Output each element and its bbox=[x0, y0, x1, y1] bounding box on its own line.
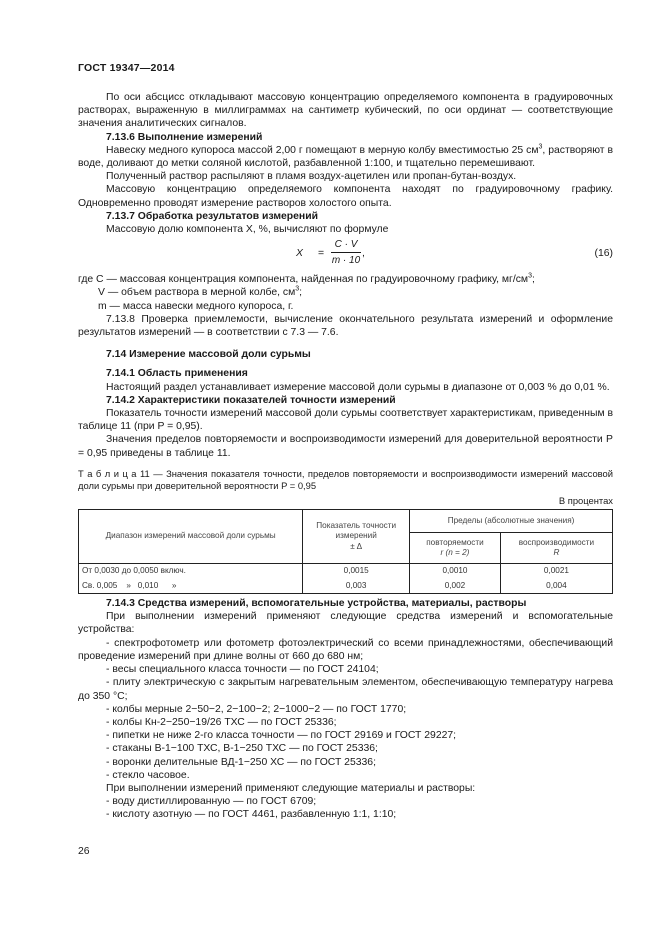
section-heading-7-14: 7.14 Измерение массовой доли сурьмы bbox=[106, 349, 311, 361]
header-range: Диапазон измерений массовой доли сурьмы bbox=[79, 510, 303, 564]
cell-range: От 0,0030 до 0,0050 включ. bbox=[79, 564, 303, 579]
formula-fraction bbox=[331, 238, 361, 267]
section-heading-7-14-2: 7.14.2 Характеристики показателей точности измерений bbox=[106, 394, 396, 406]
header-accuracy-line: Показатель точности bbox=[316, 520, 397, 530]
header-reproducibility-line: R bbox=[553, 548, 560, 558]
list-item: - кислоту азотную — по ГОСТ 4461, разбавленную 1:1, 1:10; bbox=[106, 809, 397, 821]
formula-legend-c bbox=[78, 273, 613, 286]
table-unit: В процентах bbox=[558, 494, 613, 506]
cell-reproducibility: 0,0021 bbox=[500, 564, 612, 579]
cell-accuracy: 0,0015 bbox=[303, 564, 410, 579]
list-item: - пипетки не ниже 2-го класса точности — по ГОСТ 29169 и ГОСТ 29227; bbox=[106, 730, 457, 742]
cell-reproducibility: 0,004 bbox=[500, 579, 612, 594]
formula-16 bbox=[78, 238, 613, 270]
list-item: - воду дистиллированную — по ГОСТ 6709; bbox=[106, 796, 317, 808]
document-body bbox=[78, 91, 613, 822]
paragraph: При выполнении измерений применяют следующие средства измерений и вспомогательные устройства: bbox=[78, 611, 613, 636]
header-accuracy-line: ± Δ bbox=[350, 541, 363, 551]
paragraph: При выполнении измерений применяют следующие материалы и растворы: bbox=[106, 782, 476, 794]
header-reproducibility bbox=[500, 533, 612, 564]
paragraph bbox=[78, 144, 613, 170]
cell-accuracy: 0,003 bbox=[303, 579, 410, 594]
table-row bbox=[79, 579, 613, 594]
section-heading-7-13-7: 7.13.7 Обработка результатов измерений bbox=[106, 210, 318, 222]
list-item: - спектрофотометр или фотометр фотоэлектрический со всеми принадлежностями, обеспечивающий проведение измерений при длине волны от 660 до 680 нм; bbox=[78, 637, 613, 662]
header-repeatability-line: повторяемости bbox=[426, 537, 484, 547]
formula-number: (16) bbox=[594, 248, 613, 260]
header-limits: Пределы (абсолютные значения) bbox=[410, 510, 613, 533]
formula-lhs: X bbox=[296, 248, 303, 260]
paragraph-text: Навеску медного купороса массой 2,00 г помещают в мерную колбу вместимостью 25 см bbox=[106, 144, 539, 156]
legend-text: ; bbox=[531, 274, 535, 286]
superscript: 3 bbox=[538, 143, 543, 151]
cell-repeatability: 0,002 bbox=[410, 579, 501, 594]
formula-denominator: m · 10 bbox=[331, 255, 361, 267]
formula-legend-m: m — масса навески медного купороса, г. bbox=[98, 300, 294, 312]
header-repeatability bbox=[410, 533, 501, 564]
header-accuracy-line: измерений bbox=[335, 531, 377, 541]
section-heading-7-14-1: 7.14.1 Область применения bbox=[106, 368, 248, 380]
paragraph: Значения пределов повторяемости и воспроизводимости измерений для доверительной вероятности P = 0,95 приведены в таблице 11. bbox=[78, 434, 613, 459]
paragraph: По оси абсцисс откладывают массовую концентрацию определяемого компонента в градуировочных растворах, выраженную в миллиграммах на сантиметр кубический, по оси ординат — соответствующие значения аналитических сигналов. bbox=[78, 92, 613, 130]
paragraph: Массовую концентрацию определяемого компонента находят по градуировочному графику. Одновременно проводят измерение растворов холостого опыта. bbox=[78, 184, 613, 209]
paragraph: Настоящий раздел устанавливает измерение массовой доли сурьмы в диапазоне от 0,003 % до 0,01 %. bbox=[106, 381, 610, 393]
table-11 bbox=[78, 509, 613, 594]
paragraph: Полученный раствор распыляют в пламя воздух-ацетилен или пропан-бутан-воздух. bbox=[106, 171, 517, 183]
table-row bbox=[79, 564, 613, 579]
list-item: - колбы мерные 2−50−2, 2−100−2; 2−1000−2 — по ГОСТ 1770; bbox=[106, 703, 407, 715]
list-item: - воронки делительные ВД-1−250 ХС — по ГОСТ 25336; bbox=[106, 756, 376, 768]
list-item: - колбы Кн-2−250−19/26 ТХС — по ГОСТ 25336; bbox=[106, 716, 337, 728]
legend-text: V — объем раствора в мерной колбе, см bbox=[98, 287, 296, 299]
formula-comma: , bbox=[362, 248, 365, 260]
header-accuracy bbox=[303, 510, 410, 564]
superscript: 3 bbox=[528, 272, 532, 280]
legend-text: где C — массовая концентрация компонента, найденная по градуировочному графику, мг/см bbox=[78, 274, 529, 286]
cell-range: Св. 0,005 » 0,010 » bbox=[79, 579, 303, 594]
table-caption: Т а б л и ц а 11 — Значения показателя точности, пределов повторяемости и воспроизводимости измерений массовой доли сурьмы при доверительной вероятности P = 0,95 bbox=[78, 467, 613, 491]
list-item: - стекло часовое. bbox=[106, 769, 190, 781]
paragraph: Показатель точности измерений массовой доли сурьмы соответствует характеристикам, приведенным в таблице 11 (при P = 0,95). bbox=[78, 408, 613, 433]
header-reproducibility-line: воспроизводимости bbox=[518, 537, 595, 547]
header-repeatability-line: r (n = 2) bbox=[440, 548, 470, 558]
document-header: ГОСТ 19347—2014 bbox=[78, 62, 175, 74]
section-heading-7-14-3: 7.14.3 Средства измерений, вспомогательные устройства, материалы, растворы bbox=[106, 598, 527, 610]
paragraph: Массовую долю компонента X, %, вычисляют по формуле bbox=[106, 224, 389, 236]
list-item: - весы специального класса точности — по ГОСТ 24104; bbox=[106, 664, 379, 676]
legend-text: ; bbox=[299, 287, 303, 299]
paragraph-7-13-8: 7.13.8 Проверка приемлемости, вычисление окончательного результата измерений и оформление результатов измерений — в соответствии с 7.3 — 7.6. bbox=[78, 313, 613, 339]
page-number: 26 bbox=[78, 846, 90, 857]
formula-legend-v bbox=[78, 286, 613, 299]
superscript: 3 bbox=[295, 285, 300, 293]
list-item: - плиту электрическую с закрытым нагревательным элементом, обеспечивающую температуру нагрева до 350 °С; bbox=[78, 677, 613, 702]
formula-numerator: C · V bbox=[331, 238, 361, 253]
section-heading-7-13-6: 7.13.6 Выполнение измерений bbox=[106, 131, 263, 143]
list-item: - стаканы В-1−100 ТХС, В-1−250 ТХС — по ГОСТ 25336; bbox=[106, 743, 378, 755]
cell-repeatability: 0,0010 bbox=[410, 564, 501, 579]
formula-equals: = bbox=[318, 248, 325, 260]
paragraph-text: , растворяют в воде, доливают до метки соляной кислотой, разбавленной 1:100, и тщательно перемешивают. bbox=[78, 144, 613, 170]
